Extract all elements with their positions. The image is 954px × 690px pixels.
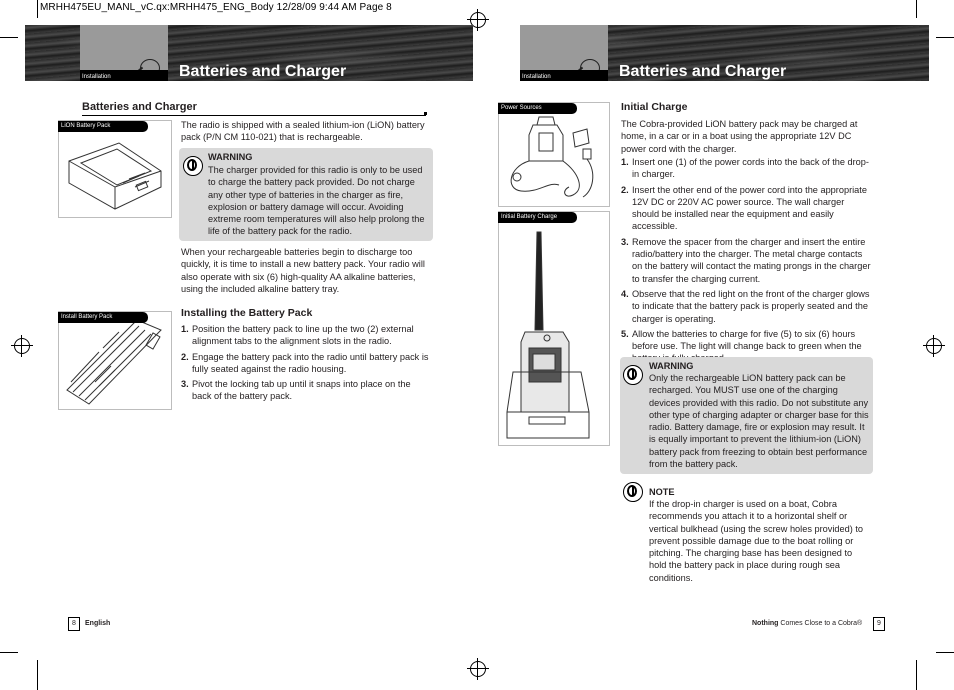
warning-title: WARNING	[649, 361, 694, 371]
crop-mark-icon	[37, 660, 38, 690]
step-number: 5.	[621, 328, 629, 339]
figure-caption: Power Sources	[498, 103, 577, 114]
figure-battery-pack	[58, 120, 172, 218]
crop-mark-icon	[936, 37, 954, 38]
crop-mark-icon	[0, 652, 18, 653]
page-number: 9	[873, 617, 885, 631]
figure-install-battery	[58, 311, 172, 410]
footer-tagline	[752, 620, 862, 627]
step-item	[621, 156, 873, 181]
step-number: 2.	[181, 351, 189, 362]
step-number: 4.	[621, 288, 629, 299]
section-heading: Batteries and Charger	[82, 101, 197, 113]
registration-mark-icon	[470, 661, 486, 677]
install-heading: Installing the Battery Pack	[181, 307, 313, 319]
step-text: Allow the batteries to charge for five (5) to six (6) hours before use. The light will change back to green when the	[632, 328, 862, 352]
warning-icon	[183, 156, 203, 176]
warning-icon	[623, 365, 643, 385]
step-text: Engage the battery pack into the radio until battery pack is fully seated against the radio housing.	[192, 351, 429, 374]
crop-mark-icon	[916, 660, 917, 690]
discharge-paragraph: When your rechargeable batteries begin to discharge too quickly, it is time to install a new battery pack. Your radio will also operate with six (6) high-quality AA alkaline batteries, using the included alkaline battery tray.	[181, 247, 425, 294]
section-tab-right	[520, 25, 608, 81]
footer-tagline-text: Comes Close to a Cobra®	[780, 620, 863, 627]
charge-steps-list	[621, 156, 873, 368]
warning-text: Only the rechargeable LiON battery pack can be recharged. You MUST use one of the charging devices provided with this radio. Do not substitute any other type of charging adapter or charger base for this radio. Battery damage, fire or explosion may result. It is equally important to prevent the lithium-ion (LiON) battery pack from freezing to obtain best performance from the battery pack.	[649, 373, 869, 470]
step-number: 1.	[181, 324, 189, 334]
step-text: Observe that the red light on the front of the charger glows to indicate that the battery pack is properly seated and the charger is operating.	[632, 288, 870, 324]
note-text: If the drop-in charger is used on a boat, Cobra recommends you attach it to a horizontal shelf or vertical bulkhead (using the screw holes provided) to prevent possible damage due to the boat rolling or pitching. The charging base has been designed to hold the battery pack in place during rough sea conditions.	[649, 499, 863, 583]
section-tab-label: Installation	[522, 74, 551, 80]
crop-mark-icon	[37, 0, 38, 18]
footer-brand: Nothing	[752, 620, 779, 627]
page-title-left: Batteries and Charger	[179, 63, 347, 80]
figure-caption: LiON Battery Pack	[58, 121, 148, 132]
figure-caption: Install Battery Pack	[58, 312, 148, 323]
warning-text: The charger provided for this radio is only to be used to charge the battery pack provided. Do not charge any other type of batteries in the charger as fire, explosion or battery damage will occur. Avoiding extreme room temperatures will also help prolong the life of the battery pack for the radio.	[208, 165, 425, 237]
step-text: Remove the spacer from the charger and insert the entire radio/battery into the charger. The metal charge contacts on the battery will contact the mating prongs in the charger to transfer the charging current.	[632, 236, 871, 284]
step-number: 3.	[181, 379, 189, 390]
power-sources-illustration	[499, 103, 609, 206]
step-item	[181, 323, 431, 348]
step-number: 2.	[621, 184, 629, 195]
section-rule	[82, 115, 426, 116]
step-item	[181, 378, 431, 403]
step-text: Position the battery pack to line up the two (2) external alignment tabs to the alignment slots in the radio.	[192, 324, 414, 347]
note-icon	[623, 482, 643, 502]
note-title: NOTE	[649, 487, 675, 497]
page-title-right: Batteries and Charger	[619, 63, 787, 80]
step-item	[621, 236, 873, 285]
figure-caption: Initial Battery Charge	[498, 212, 577, 223]
section-tab-left	[80, 25, 168, 81]
step-text: Insert the other end of the power cord into the appropriate 12V DC or 220V AC power source. The wall charger should be installed near the equipment and easily accessible.	[632, 184, 867, 232]
registration-mark-icon	[926, 338, 942, 354]
print-slug: MRHH475EU_MANL_vC.qx:MRHH475_ENG_Body 12/28/09 9:44 AM Page 8	[40, 2, 392, 13]
step-number: 1.	[621, 157, 629, 167]
install-steps-list	[181, 323, 431, 406]
figure-power-sources	[498, 102, 610, 207]
page-number: 8	[68, 617, 80, 631]
crop-mark-icon	[916, 0, 917, 18]
step-number: 3.	[621, 236, 629, 247]
step-item	[181, 351, 431, 376]
section-tab-label: Installation	[82, 74, 111, 80]
step-item	[621, 288, 873, 325]
battery-pack-illustration	[59, 121, 171, 217]
radio-in-charger-illustration	[499, 212, 609, 445]
crop-mark-icon	[0, 37, 18, 38]
step-text: Pivot the locking tab up until it snaps into place on the back of the battery pack.	[192, 379, 411, 402]
initial-charge-heading: Initial Charge	[621, 101, 688, 113]
step-item	[621, 184, 873, 233]
step-text: Insert one (1) of the power cords into the back of the drop-in charger.	[632, 157, 869, 180]
footer-language: English	[85, 620, 111, 627]
intro-paragraph: The radio is shipped with a sealed lithium-ion (LiON) battery pack (P/N CM 110-021) that is rechargeable.	[181, 120, 425, 143]
initial-charge-intro: The Cobra-provided LiON battery pack may be charged at home, in a car or in a boat using the appropriate 12V DC power cord with the charger.	[621, 119, 858, 154]
warning-title: WARNING	[208, 152, 253, 162]
registration-mark-icon	[14, 338, 30, 354]
crop-mark-icon	[936, 652, 954, 653]
figure-initial-charge	[498, 211, 610, 446]
install-battery-illustration	[59, 312, 171, 409]
